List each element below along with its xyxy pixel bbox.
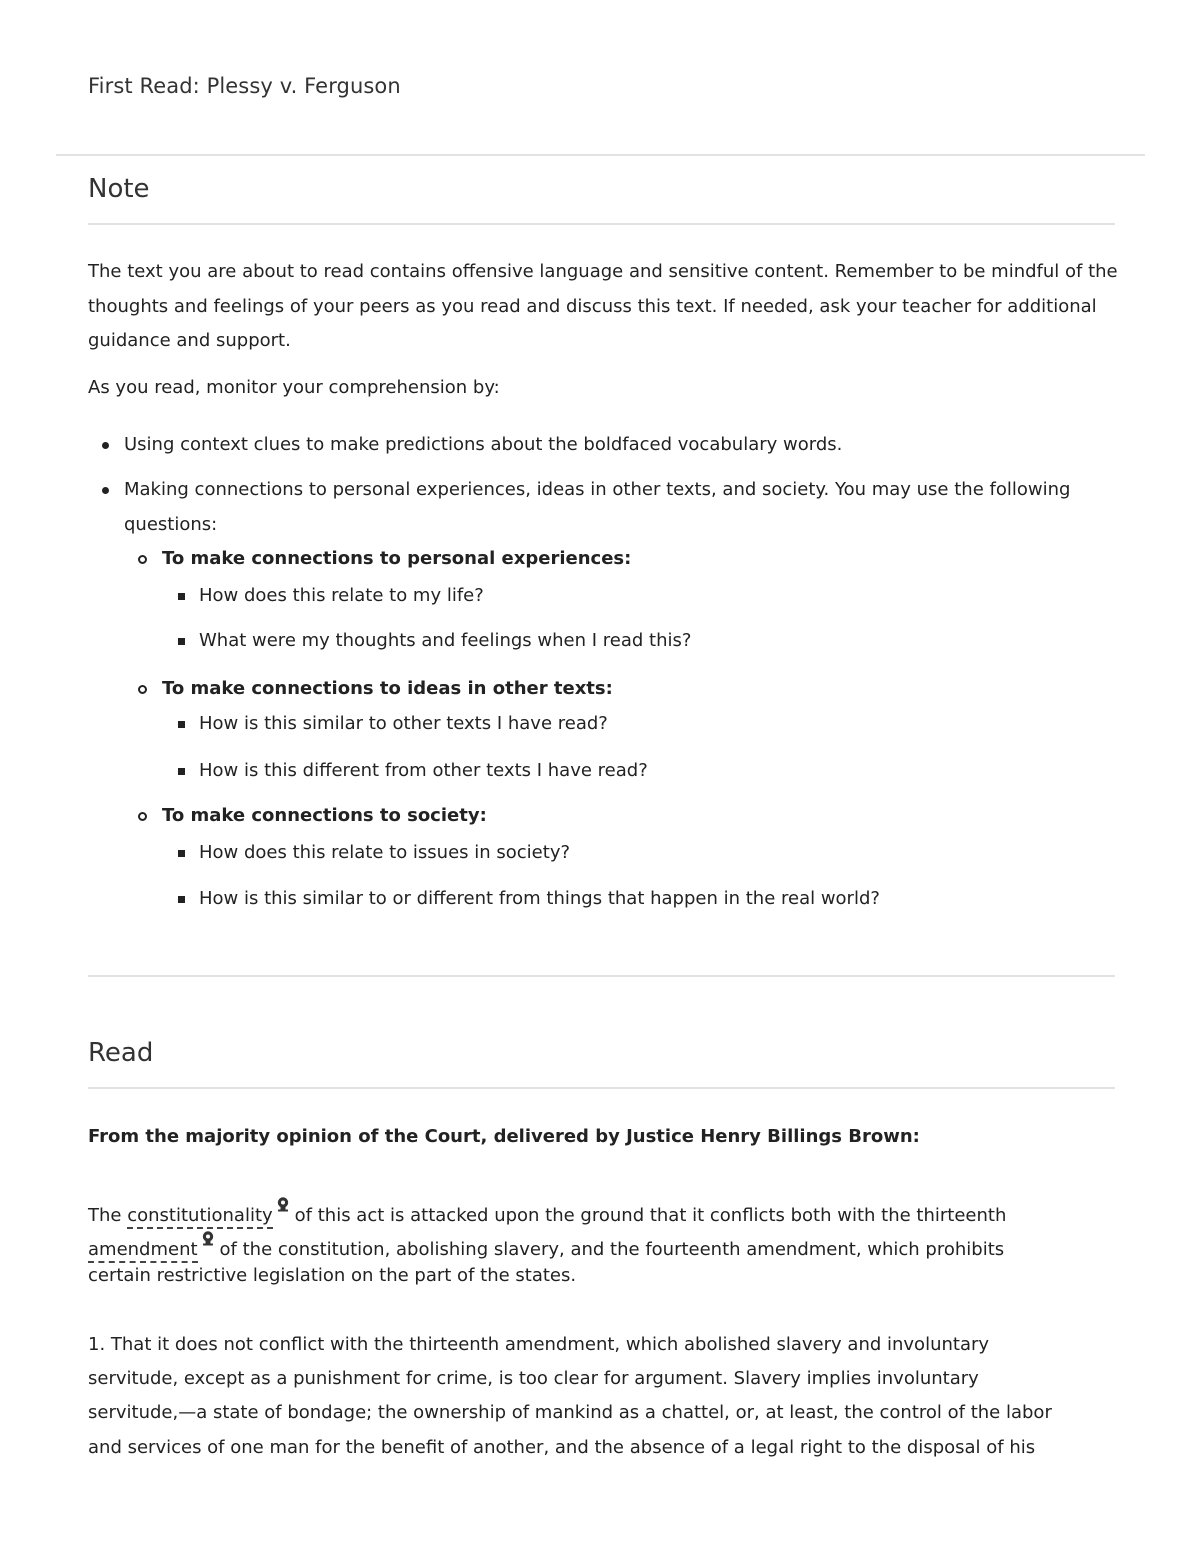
note-paragraph: The text you are about to read contains offensive language and sensitive content. Remember to be mindful of the thoughts and feelings of your peers as you read and discuss this text. If needed, ask your teacher for additional guidance and support. bbox=[88, 261, 1118, 351]
list-item: Making connections to personal experiences, ideas in other texts, and society. You may use the following bbox=[124, 479, 1071, 500]
paragraph-line: servitude, except as a punishment for crime, is too clear for argument. Slavery implies involuntary bbox=[88, 1368, 979, 1389]
paragraph-line bbox=[88, 1196, 1006, 1226]
vocab-word-amendment[interactable]: amendment bbox=[88, 1239, 198, 1263]
question-item: How does this relate to my life? bbox=[199, 585, 484, 606]
paragraph-line: and services of one man for the benefit of another, and the absence of a legal right to the disposal of his bbox=[88, 1437, 1036, 1458]
group-label-personal: To make connections to personal experiences: bbox=[162, 548, 632, 569]
read-heading-rule bbox=[88, 1087, 1115, 1089]
list-item: Using context clues to make predictions about the boldfaced vocabulary words. bbox=[124, 434, 843, 455]
paragraph-line: servitude,—a state of bondage; the ownership of mankind as a chattel, or, at least, the control of the labor bbox=[88, 1402, 1052, 1423]
glossary-icon[interactable] bbox=[200, 1230, 216, 1246]
question-item: How is this similar to or different from things that happen in the real world? bbox=[199, 888, 880, 909]
bullet-circle-icon bbox=[138, 812, 147, 821]
note-heading: Note bbox=[88, 174, 150, 204]
group-label-texts: To make connections to ideas in other texts: bbox=[162, 678, 613, 699]
question-item: What were my thoughts and feelings when I read this? bbox=[199, 630, 692, 651]
bullet-circle-icon bbox=[138, 685, 147, 694]
bullet-square-icon bbox=[178, 850, 185, 857]
question-item: How does this relate to issues in society? bbox=[199, 842, 571, 863]
question-item: How is this different from other texts I have read? bbox=[199, 760, 648, 781]
bullet-square-icon bbox=[178, 896, 185, 903]
bullet-circle-icon bbox=[138, 555, 147, 564]
bullet-square-icon bbox=[178, 638, 185, 645]
bullet-disc-icon bbox=[102, 487, 109, 494]
note-intro: As you read, monitor your comprehension by: bbox=[88, 377, 500, 398]
group-label-society: To make connections to society: bbox=[162, 805, 487, 826]
bullet-disc-icon bbox=[102, 442, 109, 449]
list-item-continuation: questions: bbox=[124, 514, 218, 535]
bullet-square-icon bbox=[178, 721, 185, 728]
vocab-word-constitutionality[interactable]: constitutionality bbox=[127, 1205, 272, 1229]
bullet-square-icon bbox=[178, 593, 185, 600]
note-heading-rule bbox=[88, 223, 1115, 225]
paragraph-line bbox=[88, 1230, 1004, 1260]
header-divider bbox=[56, 154, 1145, 156]
paragraph-text: of this act is attacked upon the ground that it conflicts both with the thirteenth bbox=[294, 1205, 1007, 1226]
bullet-square-icon bbox=[178, 768, 185, 775]
attribution: From the majority opinion of the Court, delivered by Justice Henry Billings Brown: bbox=[88, 1126, 920, 1147]
paragraph-line: 1. That it does not conflict with the thirteenth amendment, which abolished slavery and involuntary bbox=[88, 1334, 990, 1355]
question-item: How is this similar to other texts I have read? bbox=[199, 713, 608, 734]
section-divider bbox=[88, 975, 1115, 977]
paragraph-text: of the constitution, abolishing slavery, and the fourteenth amendment, which prohibits bbox=[219, 1239, 1005, 1260]
page-title: First Read: Plessy v. Ferguson bbox=[88, 74, 401, 98]
paragraph-line: certain restrictive legislation on the part of the states. bbox=[88, 1265, 577, 1286]
glossary-icon[interactable] bbox=[275, 1196, 291, 1212]
read-heading: Read bbox=[88, 1038, 154, 1068]
paragraph-text: The bbox=[88, 1205, 122, 1226]
